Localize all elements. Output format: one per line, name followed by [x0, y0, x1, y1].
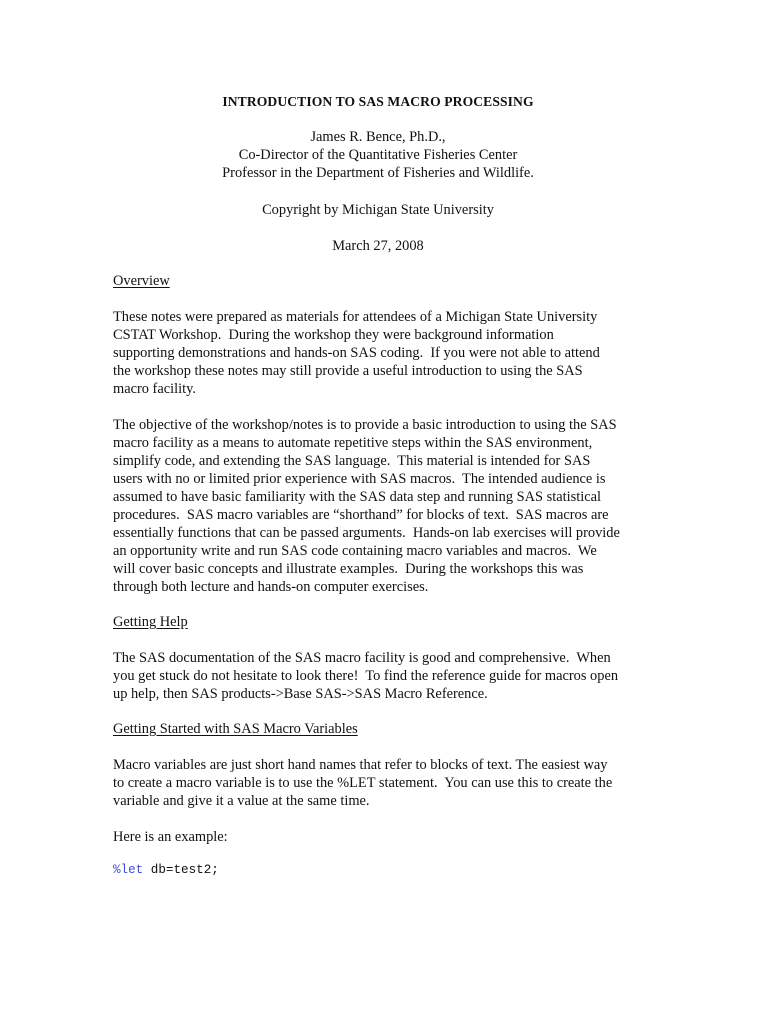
document-title: INTRODUCTION TO SAS MACRO PROCESSING — [222, 94, 534, 109]
author-block — [0, 128, 756, 182]
author-name: James R. Bence, Ph.D., — [310, 129, 446, 145]
text-line: variable and give it a value at the same time. — [113, 793, 370, 809]
text-line: These notes were prepared as materials for attendees of a Michigan State University — [113, 309, 598, 325]
section-heading-getting-help: Getting Help — [113, 614, 188, 630]
section-heading-overview: Overview — [113, 273, 170, 289]
text-line: essentially functions that can be passed arguments. Hands-on lab exercises will provide — [113, 525, 620, 541]
code-statement: db=test2; — [143, 863, 219, 877]
document-date: March 27, 2008 — [332, 238, 424, 254]
text-line: simplify code, and extending the SAS language. This material is intended for SAS — [113, 453, 591, 469]
getting-started-paragraph — [113, 756, 653, 810]
example-intro — [113, 828, 653, 846]
code-example — [113, 862, 219, 878]
overview-paragraph-1 — [113, 308, 653, 398]
text-line: procedures. SAS macro variables are “shorthand” for blocks of text. SAS macros are — [113, 507, 609, 523]
text-line: you get stuck do not hesitate to look there! To find the reference guide for macros open — [113, 668, 619, 684]
text-line: through both lecture and hands-on computer exercises. — [113, 579, 429, 595]
text-line: supporting demonstrations and hands-on SAS coding. If you were not able to attend — [113, 345, 600, 361]
text-line: assumed to have basic familiarity with the SAS data step and running SAS statistical — [113, 489, 602, 505]
text-line: Macro variables are just short hand names that refer to blocks of text. The easiest way — [113, 757, 608, 773]
text-line: the workshop these notes may still provide a useful introduction to using the SAS — [113, 363, 583, 379]
text-line: users with no or limited prior experience with SAS macros. The intended audience is — [113, 471, 606, 487]
text-line: up help, then SAS products->Base SAS->SAS Macro Reference. — [113, 686, 488, 702]
text-line: macro facility. — [113, 381, 196, 397]
author-role-2: Professor in the Department of Fisheries and Wildlife. — [222, 165, 534, 181]
code-keyword: %let — [113, 863, 144, 877]
copyright-line: Copyright by Michigan State University — [262, 202, 494, 218]
text-line: The objective of the workshop/notes is to provide a basic introduction to using the SAS — [113, 417, 617, 433]
text-line: an opportunity write and run SAS code containing macro variables and macros. We — [113, 543, 597, 559]
text-line: Here is an example: — [113, 829, 228, 845]
author-role-1: Co-Director of the Quantitative Fisheries Center — [238, 147, 518, 163]
text-line: will cover basic concepts and illustrate examples. During the workshops this was — [113, 561, 584, 577]
getting-help-paragraph — [113, 649, 653, 703]
text-line: The SAS documentation of the SAS macro facility is good and comprehensive. When — [113, 650, 611, 666]
overview-paragraph-2 — [113, 416, 653, 596]
text-line: to create a macro variable is to use the %LET statement. You can use this to create the — [113, 775, 613, 791]
text-line: CSTAT Workshop. During the workshop they were background information — [113, 327, 554, 343]
section-heading-getting-started: Getting Started with SAS Macro Variables — [113, 721, 358, 737]
text-line: macro facility as a means to automate repetitive steps within the SAS environment, — [113, 435, 593, 451]
